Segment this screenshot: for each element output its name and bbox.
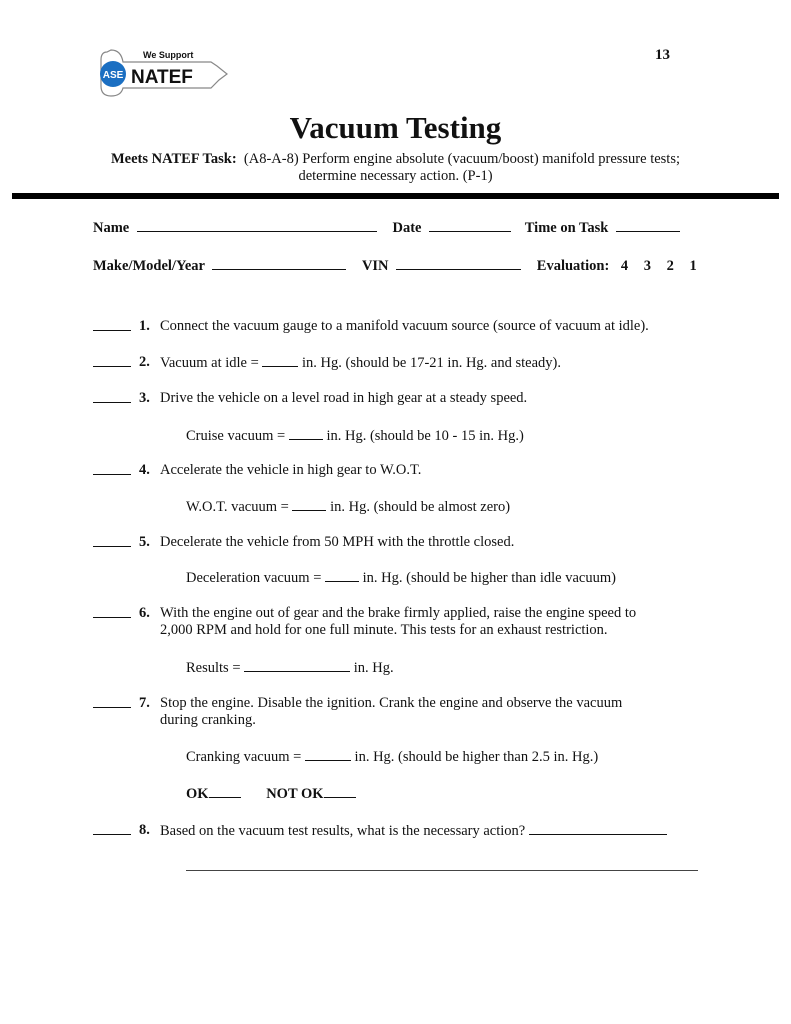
vehicle-info-row — [93, 257, 697, 275]
deceleration-vacuum-field[interactable] — [325, 569, 359, 582]
name-label: Name — [93, 220, 130, 236]
cranking-vacuum-line — [186, 748, 598, 766]
header-divider — [12, 193, 779, 199]
cruise-vacuum-line — [186, 427, 524, 445]
wot-vacuum-field[interactable] — [292, 498, 326, 511]
evaluation-option-4[interactable]: 4 — [620, 258, 629, 274]
task-item-6 — [93, 605, 713, 645]
task-item-1 — [93, 318, 713, 338]
not-ok-label: NOT OK — [266, 786, 324, 802]
item-8-check-field[interactable] — [93, 822, 131, 835]
page-title: Vacuum Testing — [289, 110, 502, 145]
student-info-row — [93, 219, 680, 237]
task-item-2 — [93, 354, 713, 374]
item-6-text: With the engine out of gear and the brake firmly applied, raise the engine speed to 2,000 RPM and hold for one full minute. This tests for an exhaust restriction. — [160, 605, 637, 638]
task-item-3 — [93, 390, 713, 410]
idle-vacuum-field[interactable] — [262, 354, 298, 367]
cranking-vacuum-spec: in. Hg. (should be higher than 2.5 in. Hg.) — [354, 749, 599, 765]
item-3-check-field[interactable] — [93, 390, 131, 403]
item-7-number: 7. — [139, 695, 150, 711]
item-6-number: 6. — [139, 605, 150, 621]
item-3-text: Drive the vehicle on a level road in high gear at a steady speed. — [160, 390, 528, 406]
not-ok-field[interactable] — [324, 785, 356, 798]
task-item-8 — [93, 822, 713, 842]
evaluation-option-2[interactable]: 2 — [666, 258, 674, 274]
page-number: 13 — [655, 47, 670, 63]
results-line — [186, 659, 394, 677]
wot-vacuum-spec: in. Hg. (should be almost zero) — [330, 499, 511, 515]
vin-field[interactable] — [396, 257, 521, 270]
deceleration-vacuum-label: Deceleration vacuum = — [186, 570, 322, 586]
time-on-task-field[interactable] — [616, 219, 680, 232]
necessary-action-field[interactable] — [529, 822, 667, 835]
task-item-7 — [93, 695, 713, 735]
item-2-number: 2. — [139, 354, 150, 370]
task-line-2: determine necessary action. (P-1) — [298, 168, 493, 184]
ok-field[interactable] — [209, 785, 241, 798]
deceleration-vacuum-spec: in. Hg. (should be higher than idle vacuum) — [362, 570, 616, 586]
item-2-text-before: Vacuum at idle = — [160, 355, 259, 371]
evaluation-label: Evaluation: — [536, 258, 610, 274]
task-item-5 — [93, 534, 713, 554]
date-field[interactable] — [429, 219, 511, 232]
item-5-check-field[interactable] — [93, 534, 131, 547]
ok-not-ok-line — [186, 785, 356, 803]
item-5-number: 5. — [139, 534, 150, 550]
evaluation-option-1[interactable]: 1 — [689, 258, 697, 274]
ase-badge-text: ASE — [102, 70, 124, 81]
item-8-question: Based on the vacuum test results, what is the necessary action? — [160, 823, 526, 839]
cruise-vacuum-label: Cruise vacuum = — [186, 428, 286, 444]
item-4-check-field[interactable] — [93, 462, 131, 475]
item-2-text — [160, 354, 720, 372]
evaluation-option-3[interactable]: 3 — [643, 258, 652, 274]
item-8-number: 8. — [139, 822, 150, 838]
results-field[interactable] — [244, 659, 350, 672]
name-field[interactable] — [137, 219, 377, 232]
item-1-check-field[interactable] — [93, 318, 131, 331]
item-4-number: 4. — [139, 462, 150, 478]
natef-task-description — [0, 151, 791, 185]
cruise-vacuum-field[interactable] — [289, 427, 323, 440]
item-6-check-field[interactable] — [93, 605, 131, 618]
necessary-action-field-line-2[interactable] — [186, 870, 698, 871]
date-label: Date — [392, 220, 422, 236]
time-on-task-label: Time on Task — [524, 220, 609, 236]
task-line-1: (A8-A-8) Perform engine absolute (vacuum/boost) manifold pressure tests; — [243, 151, 681, 167]
item-2-check-field[interactable] — [93, 354, 131, 367]
ok-label: OK — [186, 786, 209, 802]
natef-logo — [93, 38, 238, 108]
results-label: Results = — [186, 660, 241, 676]
task-item-4 — [93, 462, 713, 482]
deceleration-vacuum-line — [186, 569, 616, 587]
make-model-year-label: Make/Model/Year — [93, 258, 205, 274]
wot-vacuum-label: W.O.T. vacuum = — [186, 499, 289, 515]
item-1-text: Connect the vacuum gauge to a manifold vacuum source (source of vacuum at idle). — [160, 318, 649, 334]
we-support-text: We Support — [143, 50, 194, 60]
wot-vacuum-line — [186, 498, 510, 516]
item-4-text: Accelerate the vehicle in high gear to W.O.T. — [160, 462, 422, 478]
natef-text: NATEF — [131, 67, 193, 88]
cranking-vacuum-field[interactable] — [305, 748, 351, 761]
item-3-number: 3. — [139, 390, 150, 406]
vin-label: VIN — [361, 258, 389, 274]
item-5-text: Decelerate the vehicle from 50 MPH with the throttle closed. — [160, 534, 515, 550]
task-label: Meets NATEF Task: — [110, 151, 237, 167]
item-7-text: Stop the engine. Disable the ignition. Crank the engine and observe the vacuum during cranking. — [160, 695, 623, 728]
item-1-number: 1. — [139, 318, 150, 334]
item-7-check-field[interactable] — [93, 695, 131, 708]
results-unit: in. Hg. — [353, 660, 394, 676]
cruise-vacuum-spec: in. Hg. (should be 10 - 15 in. Hg.) — [326, 428, 524, 444]
item-8-text — [160, 822, 720, 840]
item-2-text-after: in. Hg. (should be 17-21 in. Hg. and steady). — [302, 355, 561, 371]
make-model-year-field[interactable] — [212, 257, 346, 270]
cranking-vacuum-label: Cranking vacuum = — [186, 749, 302, 765]
